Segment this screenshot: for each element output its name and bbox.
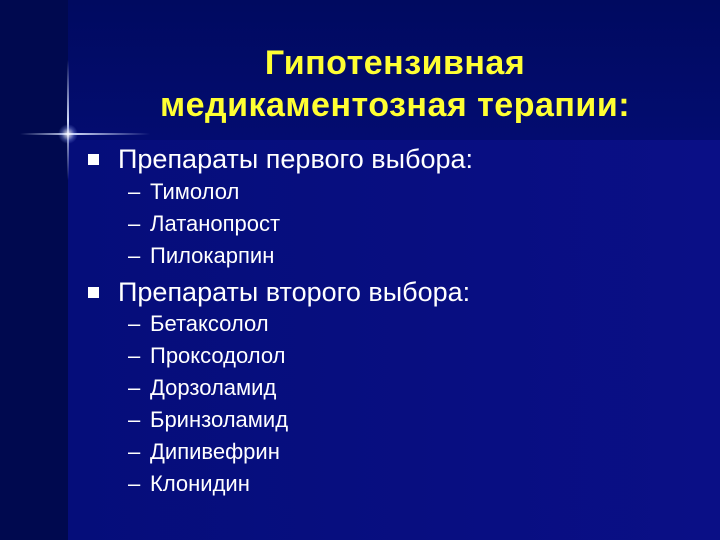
dash-bullet: – <box>128 407 141 432</box>
sparkle-decoration-horizontal <box>20 133 150 135</box>
list-item-label: Пилокарпин <box>150 243 275 268</box>
slide-title-line-1: Гипотензивная <box>264 44 526 82</box>
dash-bullet: – <box>128 211 141 236</box>
dash-bullet: – <box>128 439 141 464</box>
dash-bullet: – <box>128 311 141 336</box>
dash-bullet: – <box>128 343 141 368</box>
section-heading: Препараты первого выбора: <box>118 144 474 174</box>
dash-bullet: – <box>128 375 141 400</box>
list-item-label: Дорзоламид <box>150 375 277 400</box>
square-bullet-icon <box>88 287 99 298</box>
list-item-label: Тимолол <box>150 179 240 204</box>
list-item-label: Дипивефрин <box>150 439 280 464</box>
list-item-label: Проксодолол <box>150 343 286 368</box>
square-bullet-icon <box>88 154 99 165</box>
sparkle-decoration-vertical <box>67 60 69 180</box>
sparkle-icon <box>58 124 78 144</box>
dash-bullet: – <box>128 179 141 204</box>
section-heading: Препараты второго выбора: <box>118 277 471 307</box>
list-item-label: Латанопрост <box>150 211 281 236</box>
list-item-label: Бетаксолол <box>150 311 269 336</box>
list-item-label: Клонидин <box>150 471 250 496</box>
slide-title-line-2: медикаментозная терапии: <box>159 86 631 124</box>
dash-bullet: – <box>128 471 141 496</box>
slide-left-band <box>0 0 68 540</box>
slide-title <box>90 42 700 126</box>
list-item-label: Бринзоламид <box>150 407 289 432</box>
dash-bullet: – <box>128 243 141 268</box>
